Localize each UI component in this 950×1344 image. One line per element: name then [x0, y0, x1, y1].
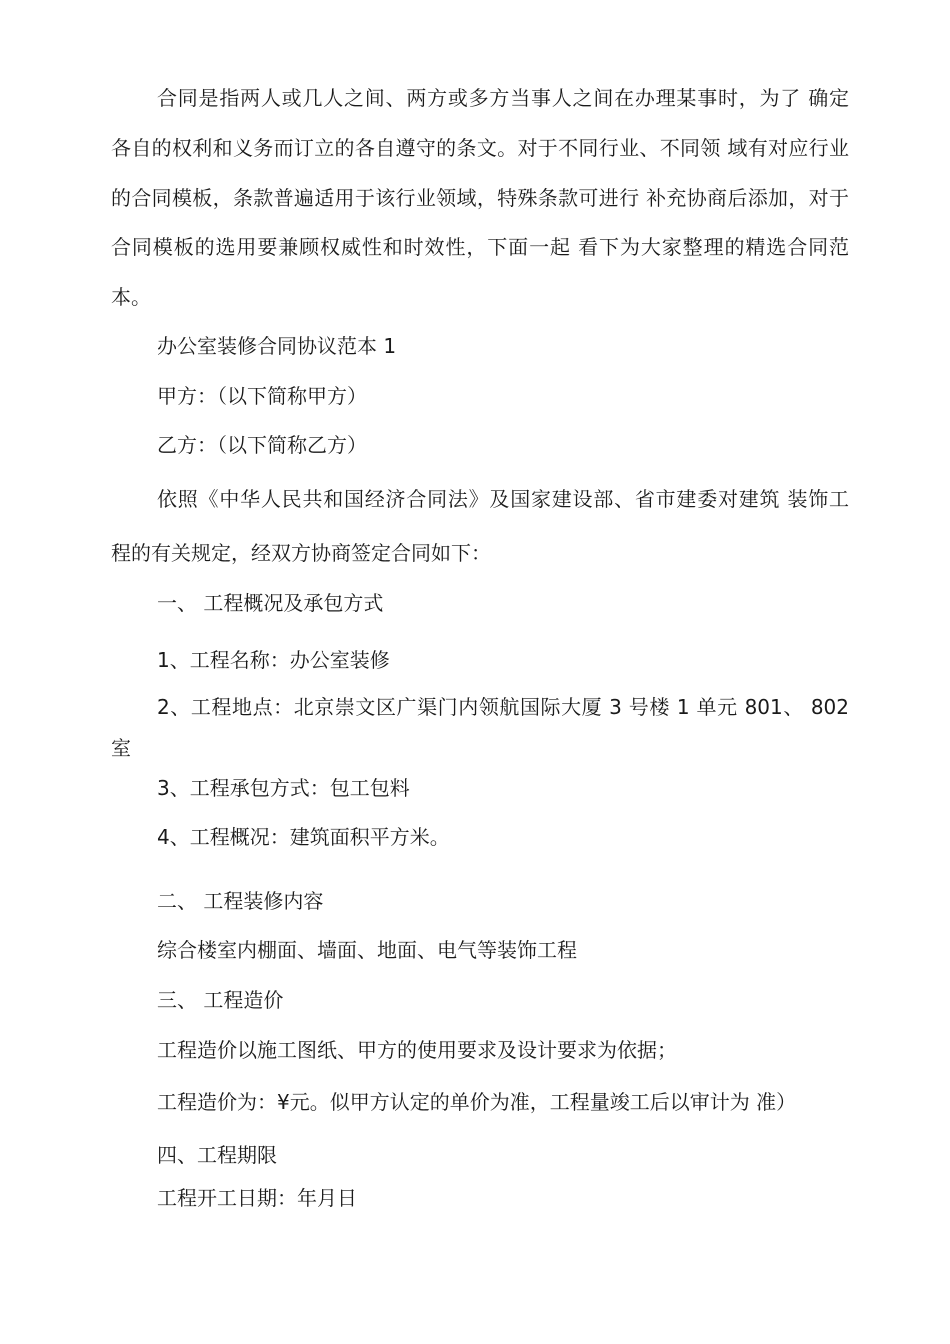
section-2-heading: 二、 工程装修内容: [157, 889, 324, 913]
basis-line-1: 依照《中华人民共和国经济合同法》及国家建设部、省市建委对建筑 装饰工: [157, 487, 849, 511]
basis-line-2: 程的有关规定，经双方协商签定合同如下：: [111, 541, 491, 565]
party-a: 甲方：（以下简称甲方）: [157, 384, 367, 408]
section-3-line-1: 工程造价以施工图纸、甲方的使用要求及设计要求为依据；: [157, 1038, 677, 1062]
section-3-heading: 三、 工程造价: [157, 988, 284, 1012]
intro-line-2: 各自的权利和义务而订立的各自遵守的条文。对于不同行业、不同领 域有对应行业: [111, 136, 849, 160]
section-4-start-date: 工程开工日期：年月日: [157, 1186, 357, 1210]
section-2-content: 综合楼室内棚面、墙面、地面、电气等装饰工程: [157, 938, 577, 962]
intro-line-5: 本。: [111, 285, 151, 309]
section-1-item-4: 4、工程概况：建筑面积平方米。: [157, 825, 450, 849]
section-1-heading: 一、 工程概况及承包方式: [157, 591, 384, 615]
section-1-item-1: 1、工程名称：办公室装修: [157, 648, 390, 672]
intro-line-3: 的合同模板，条款普遍适用于该行业领域，特殊条款可进行 补充协商后添加，对于: [111, 186, 849, 210]
party-b: 乙方：（以下简称乙方）: [157, 433, 367, 457]
section-4-heading: 四、工程期限: [157, 1143, 277, 1167]
intro-line-4: 合同模板的选用要兼顾权威性和时效性，下面一起 看下为大家整理的精选合同范: [111, 235, 849, 259]
section-1-item-2: 2、工程地点：北京崇文区广渠门内领航国际大厦 3 号楼 1 单元 801、 802: [157, 695, 849, 719]
section-1-item-3: 3、工程承包方式：包工包料: [157, 776, 410, 800]
contract-title: 办公室装修合同协议范本 1: [157, 334, 397, 358]
intro-line-1: 合同是指两人或几人之间、两方或多方当事人之间在办理某事时，为了 确定: [157, 86, 849, 110]
section-3-line-2: 工程造价为：¥元。似甲方认定的单价为准，工程量竣工后以审计为 准）: [157, 1090, 797, 1114]
section-1-item-2-cont: 室: [111, 736, 131, 760]
